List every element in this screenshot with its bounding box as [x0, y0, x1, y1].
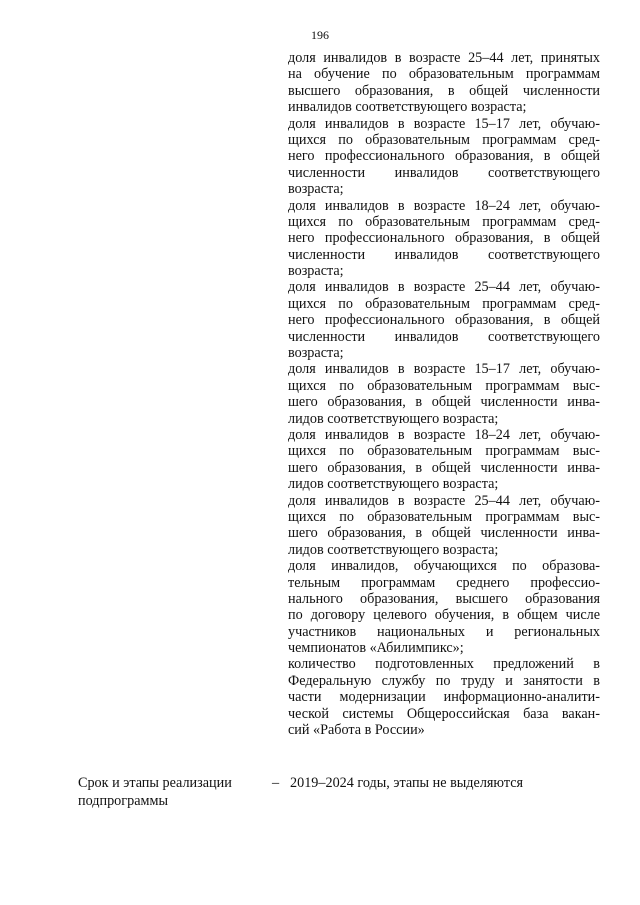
text-line: участников национальных и региональных	[288, 623, 600, 640]
text-line: щихся по образовательным программам выс-	[288, 508, 600, 525]
text-line: доля инвалидов в возрасте 25–44 лет, обучаю-	[288, 492, 600, 509]
text-line: лидов соответствующего возраста;	[288, 476, 499, 493]
text-line: доля инвалидов, обучающихся по образова-	[288, 558, 600, 575]
text-line: численности инвалидов соответствующего	[288, 328, 600, 345]
text-line: шего образования, в общей численности инва-	[288, 394, 600, 411]
text-line: щихся по образовательным программам выс-	[288, 443, 600, 460]
text-line: шего образования, в общей численности инва-	[288, 525, 600, 542]
text-line: щихся по образовательным программам сред-	[288, 213, 600, 230]
text-line: него профессионального образования, в общей	[288, 230, 600, 247]
text-line: доля инвалидов в возрасте 15–17 лет, обучаю-	[288, 115, 600, 132]
implementation-period-label-line1: Срок и этапы реализации	[78, 775, 232, 791]
text-line: доля инвалидов в возрасте 15–17 лет, обучаю-	[288, 361, 600, 378]
text-line: него профессионального образования, в общей	[288, 148, 600, 165]
text-line: тельным программам среднего профессио-	[288, 574, 600, 591]
text-line: количество подготовленных предложений в	[288, 656, 600, 673]
text-line: щихся по образовательным программам сред-	[288, 295, 600, 312]
text-line: инвалидов соответствующего возраста;	[288, 99, 527, 116]
text-line: него профессионального образования, в общей	[288, 312, 600, 329]
text-line: возраста;	[288, 263, 344, 280]
text-line: нального образования, высшего образования	[288, 590, 600, 607]
text-line: численности инвалидов соответствующего	[288, 246, 600, 263]
text-line: доля инвалидов в возрасте 25–44 лет, принятых	[288, 50, 600, 66]
text-line: доля инвалидов в возрасте 18–24 лет, обучаю-	[288, 426, 600, 443]
page-number: 196	[311, 28, 329, 42]
text-line: чемпионатов «Абилимпикс»;	[288, 640, 464, 657]
indicators-text-column	[288, 50, 600, 738]
implementation-period-label-line2: подпрограммы	[78, 793, 168, 809]
text-line: щихся по образовательным программам сред-	[288, 131, 600, 148]
text-line: возраста;	[288, 181, 344, 198]
text-line: доля инвалидов в возрасте 25–44 лет, обучаю-	[288, 279, 600, 296]
text-line: части модернизации информационно-аналити-	[288, 689, 600, 706]
text-line: ческой системы Общероссийская база вакан-	[288, 705, 600, 722]
text-line: щихся по образовательным программам выс-	[288, 377, 600, 394]
text-line: по договору целевого обучения, в общем числе	[288, 607, 600, 624]
text-line: лидов соответствующего возраста;	[288, 541, 499, 558]
text-line: возраста;	[288, 345, 344, 362]
text-line: на обучение по образовательным программам	[288, 66, 600, 83]
text-line: сий «Работа в России»	[288, 722, 425, 739]
text-line: численности инвалидов соответствующего	[288, 164, 600, 181]
implementation-period-value: 2019–2024 годы, этапы не выделяются	[290, 775, 524, 791]
text-line: шего образования, в общей численности инва-	[288, 459, 600, 476]
text-line: лидов соответствующего возраста;	[288, 410, 499, 427]
text-line: доля инвалидов в возрасте 18–24 лет, обучаю-	[288, 197, 600, 214]
implementation-period-label	[78, 774, 232, 810]
text-line: Федеральную службу по труду и занятости в	[288, 672, 600, 689]
implementation-period-dash: –	[272, 775, 280, 791]
text-line: высшего образования, в общей численности	[288, 82, 600, 99]
